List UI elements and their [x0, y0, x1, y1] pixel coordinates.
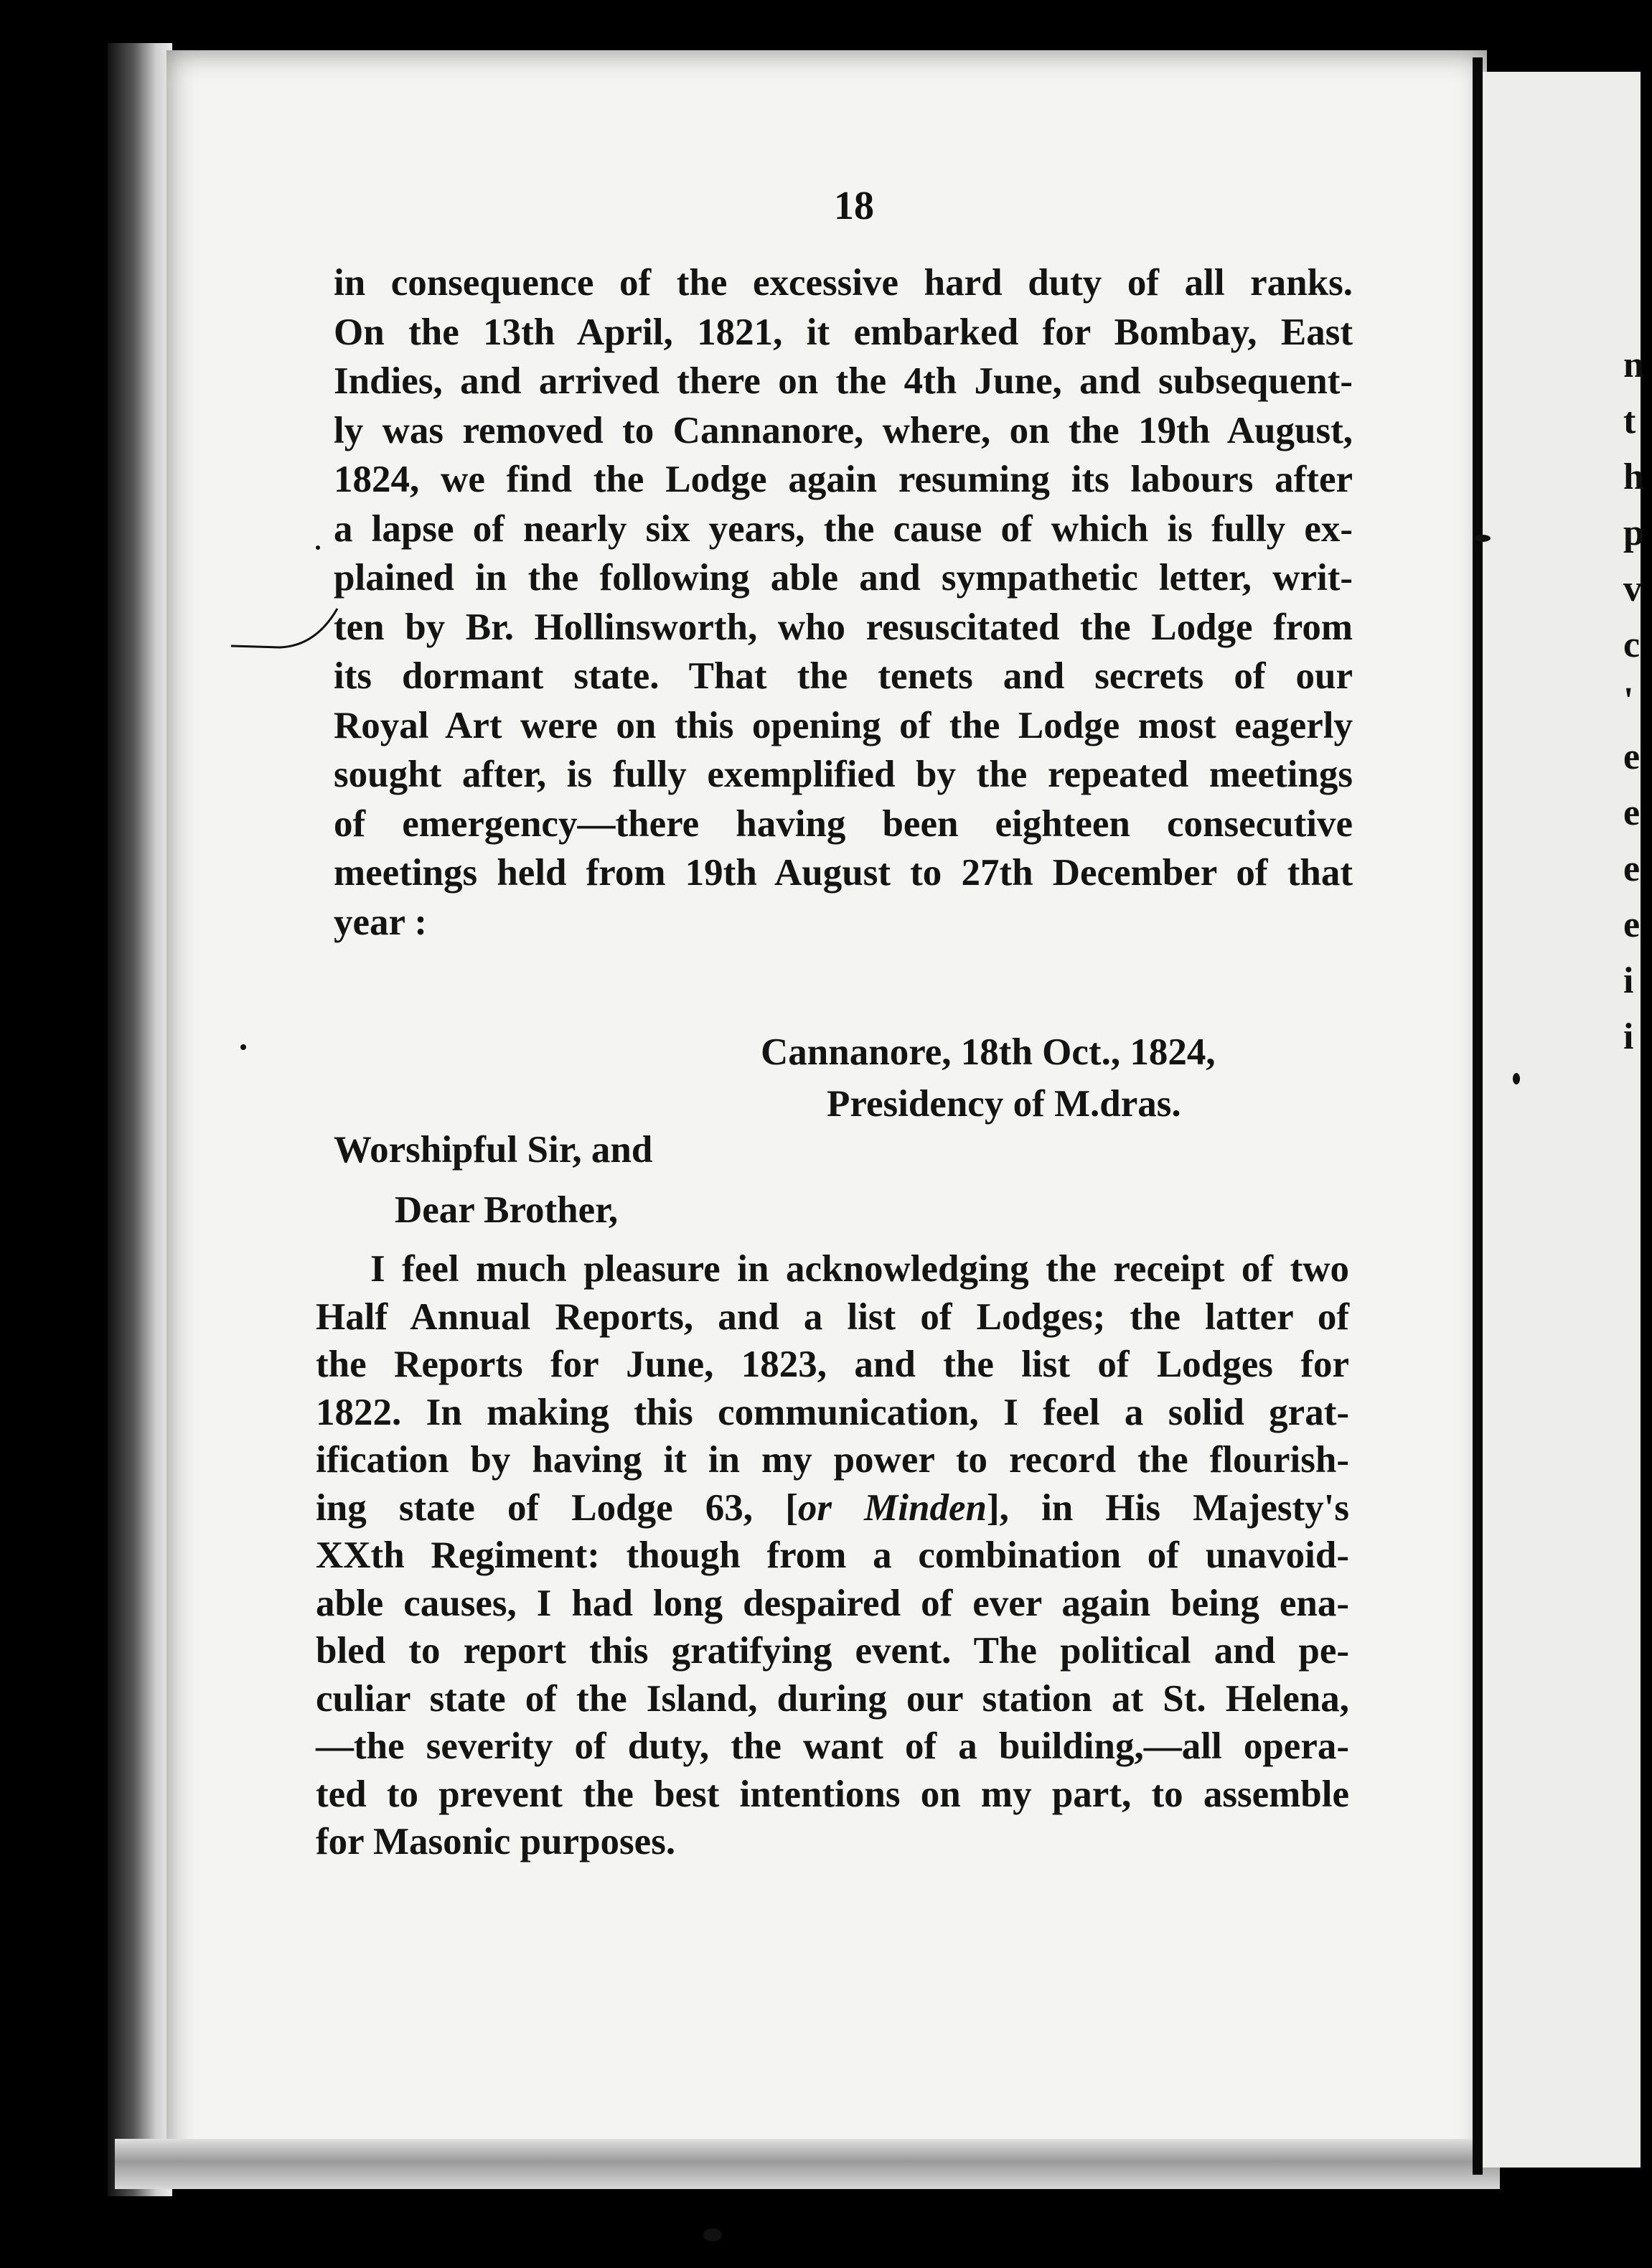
ink-speck	[703, 2229, 722, 2241]
letter-line: culiar state of the Island, during our station at St. Helena,	[316, 1677, 1349, 1720]
text-line: ly was removed to Cannanore, where, on the 19th August,	[334, 409, 1353, 451]
ink-speck	[1475, 535, 1491, 542]
text-line: its dormant state. That the tenets and secrets of our	[334, 655, 1353, 697]
text-line: ten by Br. Hollinsworth, who resuscitated the Lodge from	[334, 606, 1353, 648]
left-page-edge	[108, 43, 172, 2196]
text-line: Royal Art were on this opening of the Lodge most eagerly	[334, 704, 1353, 746]
text-line: Indies, and arrived there on the 4th June, and subsequent-	[334, 360, 1353, 402]
text-line: of emergency—there having been eighteen consecutive	[334, 802, 1353, 845]
facing-page-glyph: v	[1623, 568, 1642, 609]
facing-page-glyph: e	[1623, 736, 1641, 777]
text-line: 1824, we find the Lodge again resuming its labours after	[334, 459, 1353, 500]
text-line: sought after, is fully exemplified by the repeated meetings	[334, 754, 1353, 795]
ink-speck	[240, 1044, 246, 1050]
dateline-place-date: Cannanore, 18th Oct., 1824,	[761, 1031, 1216, 1073]
letter-salutation	[334, 1120, 908, 1240]
lodge-line-before: ing state of Lodge 63, [	[316, 1486, 798, 1529]
letter-line-lodge	[316, 1484, 1349, 1532]
ink-speck	[316, 545, 320, 550]
letter-body	[316, 1245, 1349, 1866]
letter-dateline	[761, 1026, 1306, 1130]
facing-page-glyph: '	[1623, 680, 1634, 721]
letter-line: for Masonic purposes.	[316, 1821, 676, 1862]
margin-pen-stroke	[230, 603, 344, 653]
letter-line: ted to prevent the best intentions on my part, to assemble	[316, 1773, 1349, 1815]
facing-page-glyph: p	[1623, 512, 1644, 553]
lodge-line-after: ], in His Majesty's	[987, 1486, 1349, 1529]
letter-line: able causes, I had long despaired of ever again being ena-	[316, 1582, 1349, 1624]
facing-page-glyph: h	[1623, 456, 1644, 497]
letter-line: XXth Regiment: though from a combination of unavoid-	[316, 1534, 1349, 1576]
text-line: meetings held from 19th August to 27th December of that	[334, 852, 1353, 894]
text-line: a lapse of nearly six years, the cause of which is fully ex-	[334, 507, 1353, 550]
letter-line: ification by having it in my power to record the flourish-	[316, 1439, 1349, 1481]
history-paragraph	[334, 258, 1353, 947]
letter-line: 1822. In making this communication, I feel a solid grat-	[316, 1391, 1349, 1433]
salutation-line-2: Dear Brother,	[395, 1189, 619, 1231]
letter-line: the Reports for June, 1823, and the list of Lodges for	[316, 1344, 1349, 1385]
book-gutter	[1473, 57, 1483, 2175]
salutation-line-1: Worshipful Sir, and	[334, 1129, 653, 1171]
dateline-presidency: Presidency of M.dras.	[827, 1083, 1181, 1125]
facing-page-glyph: e	[1623, 904, 1641, 945]
facing-page-glyph: e	[1623, 792, 1641, 833]
letter-line: —the severity of duty, the want of a building,—all opera-	[316, 1725, 1349, 1767]
text-line: On the 13th April, 1821, it embarked for Bombay, East	[334, 311, 1353, 353]
facing-page-glyph: e	[1623, 848, 1641, 889]
text-line: in consequence of the excessive hard duty of all ranks.	[334, 262, 1353, 304]
page-number: 18	[834, 184, 874, 228]
letter-line: bled to report this gratifying event. The political and pe-	[316, 1630, 1349, 1672]
letter-line: I feel much pleasure in acknowledging the receipt of two	[370, 1248, 1349, 1290]
text-line: plained in the following able and sympathetic letter, writ-	[334, 557, 1353, 599]
text-line: year :	[334, 901, 427, 943]
lodge-name-italic: or Minden	[797, 1486, 987, 1529]
ink-speck	[1513, 1073, 1520, 1084]
facing-page-glyph: i	[1623, 1016, 1634, 1057]
facing-page-glyph: i	[1623, 960, 1634, 1001]
facing-page-glyph: n	[1623, 345, 1644, 385]
facing-page-glyph: t	[1623, 400, 1636, 441]
letter-line: Half Annual Reports, and a list of Lodges; the latter of	[316, 1295, 1349, 1338]
facing-page-glyph: c	[1623, 624, 1641, 665]
facing-page-text-fragments	[1623, 337, 1652, 1065]
facing-page	[1483, 72, 1641, 2168]
bottom-page-edge	[115, 2139, 1500, 2189]
